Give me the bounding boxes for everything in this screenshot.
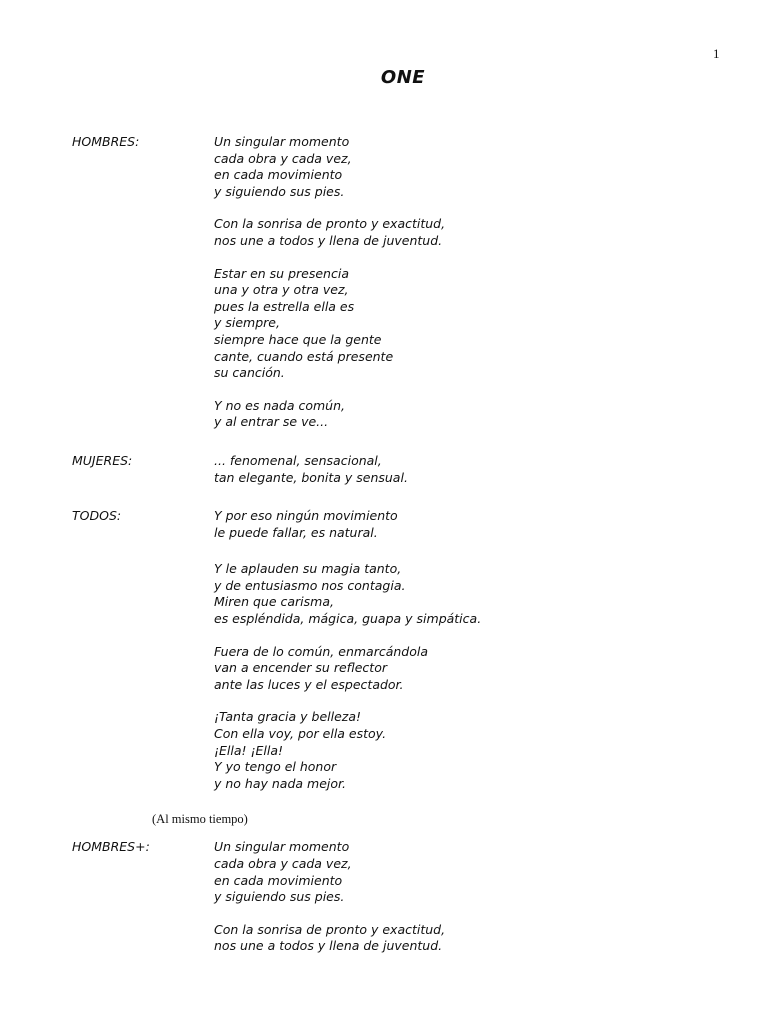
lyric-line: ante las luces y el espectador.	[214, 676, 404, 692]
lyric-line: tan elegante, bonita y sensual.	[214, 469, 408, 485]
stanza	[214, 453, 752, 486]
lyrics-block-mujeres	[72, 453, 752, 486]
lyric-line: Con la sonrisa de pronto y exactitud,	[214, 216, 446, 232]
lyric-line: van a encender su reflector	[214, 660, 387, 676]
lyric-line: nos une a todos y llena de juventud.	[214, 232, 443, 248]
lyrics-block-todos	[72, 508, 752, 792]
lyrics-text	[214, 508, 752, 792]
stage-direction: (Al mismo tiempo)	[152, 812, 248, 827]
lyric-line: en cada movimiento	[214, 167, 343, 183]
lyric-line: en cada movimiento	[214, 872, 343, 888]
lyric-line: cada obra y cada vez,	[214, 856, 352, 871]
lyric-line: es espléndida, mágica, guapa y simpática.	[214, 611, 482, 627]
stanza	[214, 508, 752, 541]
lyric-line: Fuera de lo común, enmarcándola	[214, 643, 429, 659]
lyric-line: pues la estrella ella es	[214, 298, 355, 314]
speaker-label: MUJERES:	[72, 452, 133, 468]
lyrics-sheet	[72, 134, 752, 955]
stanza	[214, 709, 752, 792]
lyrics-block-hombres	[72, 134, 752, 431]
lyrics-text	[214, 134, 752, 431]
page-number: 1	[713, 46, 720, 61]
stanza	[214, 922, 752, 955]
lyric-line: y de entusiasmo nos contagia.	[214, 577, 406, 593]
stanza	[214, 266, 752, 382]
lyric-line: ... fenomenal, sensacional,	[214, 452, 382, 468]
speaker-label: HOMBRES:	[72, 134, 140, 149]
stanza	[214, 561, 752, 627]
lyric-line: Y no es nada común,	[214, 397, 345, 413]
lyric-line: y siguiendo sus pies.	[214, 889, 345, 905]
lyric-line: Con la sonrisa de pronto y exactitud,	[214, 921, 446, 937]
lyrics-text	[214, 453, 752, 486]
lyric-line: y siguiendo sus pies.	[214, 183, 345, 199]
lyrics-text	[214, 839, 752, 955]
lyric-line: Y yo tengo el honor	[214, 759, 337, 775]
lyric-line: Y le aplauden su magia tanto,	[214, 561, 402, 577]
speaker-label: TODOS:	[72, 508, 122, 524]
lyric-line: Y por eso ningún movimiento	[214, 508, 398, 524]
lyric-line: Miren que carisma,	[214, 594, 334, 610]
lyrics-block-hombres-plus	[72, 839, 752, 955]
lyric-line: Un singular momento	[214, 839, 350, 855]
lyric-line: su canción.	[214, 365, 285, 381]
lyric-line: y al entrar se ve...	[214, 414, 329, 430]
stanza	[214, 839, 752, 905]
lyric-line: una y otra y otra vez,	[214, 282, 349, 298]
lyric-line: y no hay nada mejor.	[214, 775, 346, 791]
lyric-line: Un singular momento	[214, 134, 350, 149]
lyric-line: nos une a todos y llena de juventud.	[214, 938, 443, 954]
lyric-line: y siempre,	[214, 315, 280, 331]
stanza	[214, 644, 752, 694]
lyric-line: Con ella voy, por ella estoy.	[214, 726, 387, 742]
lyric-line: Estar en su presencia	[214, 265, 349, 281]
lyric-line: cante, cuando está presente	[214, 348, 394, 364]
stanza	[214, 216, 752, 249]
lyric-line: ¡Tanta gracia y belleza!	[214, 709, 362, 725]
song-title: ONE	[380, 67, 426, 88]
stanza	[214, 398, 752, 431]
lyric-line: cada obra y cada vez,	[214, 150, 352, 166]
speaker-label: HOMBRES+:	[72, 839, 150, 855]
lyric-line: siempre hace que la gente	[214, 331, 382, 347]
lyric-line: ¡Ella! ¡Ella!	[214, 742, 284, 758]
stanza	[214, 134, 752, 200]
lyric-line: le puede fallar, es natural.	[214, 524, 378, 540]
